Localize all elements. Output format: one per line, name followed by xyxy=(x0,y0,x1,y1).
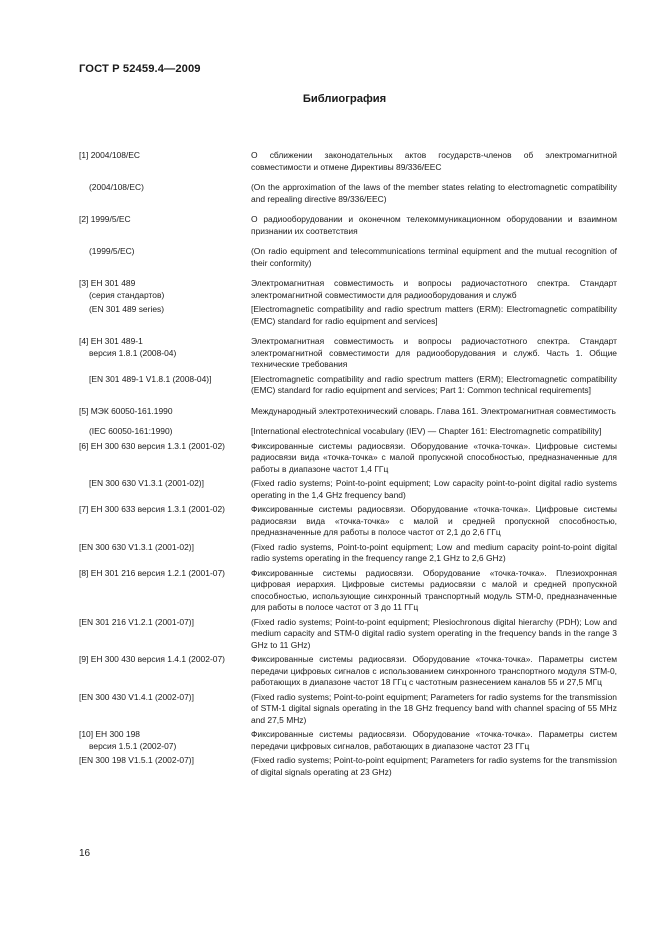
bibliography-entry xyxy=(79,182,617,205)
bibliography-entry xyxy=(79,617,617,652)
reference-line: (серия стандартов) xyxy=(89,289,165,300)
entry-description: (On radio equipment and telecommunications terminal equipment and the mutual recognition of their conformity) xyxy=(251,246,617,268)
entry-reference xyxy=(79,654,251,689)
entry-description: (Fixed radio systems; Point-to-point equipment; Parameters for radio systems for the transmission of digital signals operating at 23 GHz) xyxy=(251,755,617,777)
bibliography-entry xyxy=(79,542,617,565)
reference-line: [EN 301 216 V1.2.1 (2001-07)] xyxy=(79,616,194,627)
reference-line: [7] ЕН 300 633 версия 1.3.1 (2001-02) xyxy=(79,504,225,514)
entry-description: Фиксированные системы радиосвязи. Оборудование «точка-точка». Плезиохронная цифровая иерархия. Цифровые системы радиосвязи с малой и средней пропускной способностью, использующие синхронный транспортный модуль STM-0, предназначенные для работы в полосе частот от 3 до 11 ГГц xyxy=(251,567,617,612)
entry-reference xyxy=(79,478,251,501)
reference-line: [EN 300 430 V1.4.1 (2002-07)] xyxy=(79,691,194,702)
entry-description: Фиксированные системы радиосвязи. Оборудование «точка-точка». Цифровые системы радиосвязи вида «точка-точка» с малой и средней пропускной способностью, предназначенные для работы в полосе частот от 2,1 до 2,6 ГГц xyxy=(251,504,617,537)
entry-description: Международный электротехнический словарь. Глава 161. Электромагнитная совместимость xyxy=(251,405,616,416)
entry-reference xyxy=(79,729,251,752)
entry-description: Электромагнитная совместимость и вопросы радиочастотного спектра. Стандарт электромагнитной совместимости для радиооборудования и служб xyxy=(251,278,617,300)
entry-reference xyxy=(79,426,251,438)
entry-description: Фиксированные системы радиосвязи. Оборудование «точка-точка». Цифровые системы радиосвязи вида «точка-точка» с малой пропускной способностью, предназначенные для работы в диапазоне частот 1,4 ГГц xyxy=(251,440,617,474)
bibliography-entry xyxy=(79,304,617,327)
entry-description: (Fixed radio systems, Point-to-point equipment; Low and medium capacity point-to-point digital radio systems operating in the frequency range 2,1 GHz to 2,6 GHz) xyxy=(251,541,617,563)
entry-description: (On the approximation of the laws of the member states relating to electromagnetic compatibility and repealing directive 89/336/EEC) xyxy=(251,182,617,204)
bibliography-entry xyxy=(79,654,617,689)
entry-description: (Fixed radio systems; Point-to-point equipment; Plesiochronous digital hierarchy (PDH); Low and medium capacity and STM-0 digital radio system operating in the frequency bands in the range 3 GHz to 11 GHz) xyxy=(251,616,617,650)
entry-description: (Fixed radio systems; Point-to-point equipment; Low capacity point-to-point digital radio systems operating in the 1,4 GHz frequency band) xyxy=(251,478,617,500)
reference-line: [EN 300 198 V1.5.1 (2002-07)] xyxy=(79,755,194,765)
reference-line: [3] ЕН 301 489 xyxy=(79,278,136,288)
entry-reference xyxy=(79,504,251,539)
bibliography-entry xyxy=(79,729,617,752)
entry-reference xyxy=(79,542,251,565)
bibliography-entry xyxy=(79,336,617,371)
reference-line: [2] 1999/5/EC xyxy=(79,214,131,224)
entry-description: [International electrotechnical vocabulary (IEV) — Chapter 161: Electromagnetic compatibility] xyxy=(251,426,602,436)
entry-reference xyxy=(79,374,251,397)
entry-reference xyxy=(79,568,251,614)
entry-description: [Electromagnetic compatibility and radio spectrum matters (ERM); Electromagnetic compatibility (EMC) standard for radio equipment and services; Part 1: Common technical requirements] xyxy=(251,373,617,395)
bibliography-entry xyxy=(79,568,617,614)
bibliography-title: Библиография xyxy=(302,93,387,105)
reference-line: (EN 301 489 series) xyxy=(89,304,165,314)
entry-reference xyxy=(79,246,251,269)
reference-line: [EN 301 489-1 V1.8.1 (2008-04)] xyxy=(89,373,212,384)
bibliography-entry xyxy=(79,426,617,438)
reference-line: (IEC 60050-161:1990) xyxy=(89,426,173,436)
reference-line: [5] МЭК 60050-161.1990 xyxy=(79,405,173,416)
entry-reference xyxy=(79,406,251,418)
reference-line: [10] ЕН 300 198 xyxy=(79,729,140,739)
reference-line: версия 1.8.1 (2008-04) xyxy=(89,347,177,358)
bibliography-entry xyxy=(79,406,617,418)
entry-reference xyxy=(79,441,251,476)
entry-reference xyxy=(79,182,251,205)
reference-line: (2004/108/EC) xyxy=(89,182,144,192)
reference-line: [1] 2004/108/EC xyxy=(79,150,140,160)
bibliography-entry xyxy=(79,214,617,237)
bibliography-entry xyxy=(79,755,617,778)
reference-line: [9] ЕН 300 430 версия 1.4.1 (2002-07) xyxy=(79,654,225,664)
bibliography-entry xyxy=(79,504,617,539)
bibliography-entry xyxy=(79,278,617,301)
entry-reference xyxy=(79,692,251,727)
reference-line: [EN 300 630 V1.3.1 (2001-02)] xyxy=(89,478,204,488)
entry-reference xyxy=(79,617,251,652)
bibliography-entry xyxy=(79,478,617,501)
entry-reference xyxy=(79,336,251,371)
entry-description: О радиооборудовании и оконечном телекоммуникационном оборудовании и взаимном признании их соответствия xyxy=(251,214,617,236)
document-header: ГОСТ Р 52459.4—2009 xyxy=(79,63,201,75)
entry-description: Электромагнитная совместимость и вопросы радиочастотного спектра. Стандарт электромагнитной совместимости для радиооборудования и служб. Часть 1. Общие технические требования xyxy=(251,336,617,369)
entry-description: Фиксированные системы радиосвязи. Оборудование «точка-точка». Параметры систем передачи цифровых сигналов, работающих в диапазоне частот 23 ГГц xyxy=(251,729,617,751)
entry-description: Фиксированные системы радиосвязи. Оборудование «точка-точка». Параметры систем передачи цифровых сигналов с использованием синхронного транспортного модуля STM-0, работающих в диапазоне частот 18 ГГц с частотным разнесением каналов 55 и 27,5 МГц xyxy=(251,654,617,687)
reference-line: (1999/5/EC) xyxy=(89,246,135,256)
entry-description: (Fixed radio systems; Point-to-point equipment; Parameters for radio systems for the transmission of STM-1 digital signals operating in the 18 GHz frequency band with channel spacing of 55 MHz and 27,5 MHz) xyxy=(251,691,617,725)
entry-reference xyxy=(79,755,251,778)
reference-line: версия 1.5.1 (2002-07) xyxy=(89,740,177,751)
entry-reference xyxy=(79,150,251,173)
reference-line: [4] ЕН 301 489-1 xyxy=(79,336,143,346)
bibliography-entry xyxy=(79,692,617,727)
bibliography-entry xyxy=(79,441,617,476)
bibliography-entry xyxy=(79,374,617,397)
bibliography-entry xyxy=(79,246,617,269)
entry-reference xyxy=(79,214,251,237)
entry-description: О сближении законодательных актов государств-членов об электромагнитной совместимости и отмене Директивы 89/336/ЕЕС xyxy=(251,150,617,172)
reference-line: [6] ЕН 300 630 версия 1.3.1 (2001-02) xyxy=(79,440,225,451)
bibliography-list xyxy=(79,150,617,778)
entry-reference xyxy=(79,304,251,327)
entry-description: [Electromagnetic compatibility and radio spectrum matters (ERM): Electromagnetic compatibility (EMC) standard for radio equipment and services] xyxy=(251,304,617,326)
reference-line: [EN 300 630 V1.3.1 (2001-02)] xyxy=(79,541,194,552)
reference-line: [8] ЕН 301 216 версия 1.2.1 (2001-07) xyxy=(79,567,225,578)
page-number: 16 xyxy=(79,848,91,859)
entry-reference xyxy=(79,278,251,301)
bibliography-entry xyxy=(79,150,617,173)
